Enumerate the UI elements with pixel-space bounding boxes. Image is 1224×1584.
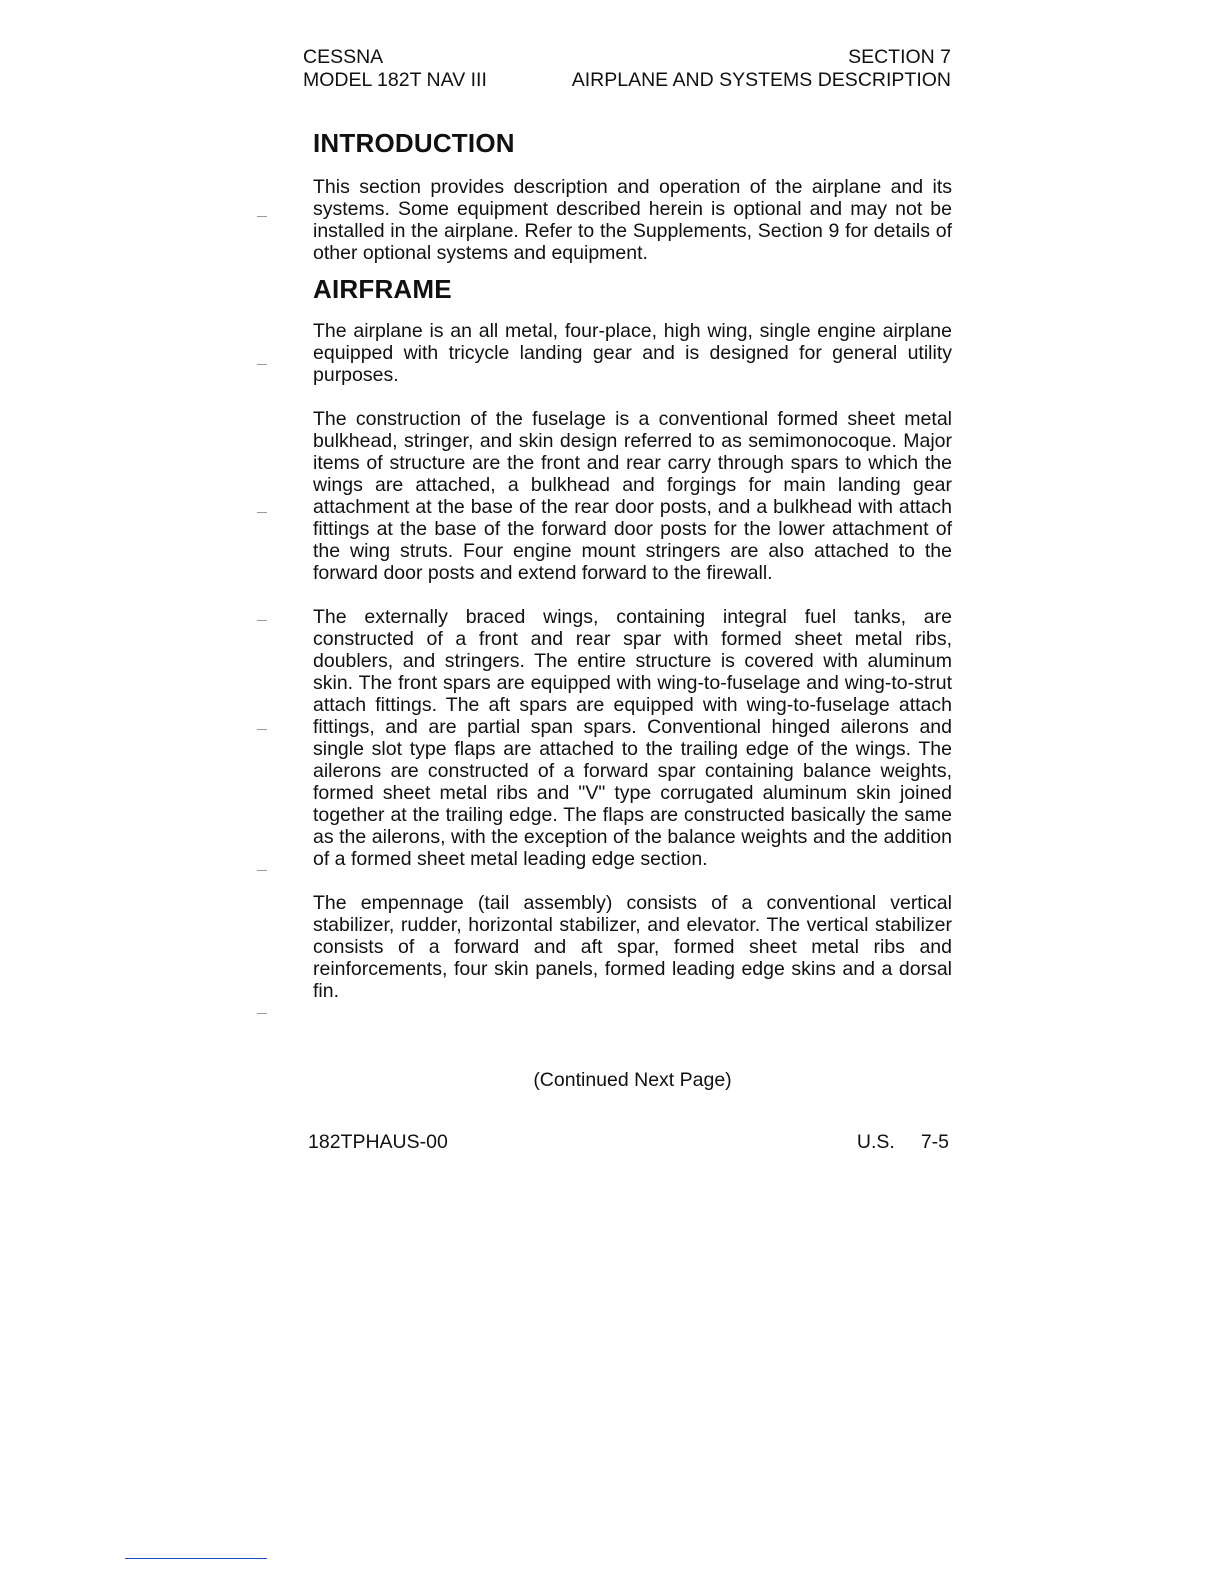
page-header: [303, 46, 951, 92]
bottom-rule-line: [125, 1558, 267, 1559]
header-section-title: AIRPLANE AND SYSTEMS DESCRIPTION: [571, 69, 951, 91]
margin-mark: [257, 729, 267, 730]
page-footer: [308, 1131, 949, 1153]
margin-mark: [257, 1013, 267, 1014]
footer-page-number: 7-5: [920, 1131, 949, 1153]
airframe-paragraph-general: The airplane is an all metal, four-place, high wing, single engine airplane equipped with tricycle landing gear and is designed for general utility purposes.: [313, 320, 952, 386]
margin-mark: [257, 364, 267, 365]
margin-mark: [257, 216, 267, 217]
header-manufacturer: CESSNA: [303, 46, 384, 68]
footer-edition: U.S.: [856, 1131, 895, 1153]
introduction-paragraph: This section provides description and operation of the airplane and its systems. Some equipment described herein is optional and may not be installed in the airplane. Refer to the Supplements, Section 9 for details of other optional systems and equipment.: [313, 176, 952, 264]
continued-note: (Continued Next Page): [533, 1069, 732, 1091]
introduction-heading: INTRODUCTION: [313, 128, 515, 158]
airframe-heading: AIRFRAME: [313, 274, 452, 304]
airframe-paragraph-wings: The externally braced wings, containing integral fuel tanks, are constructed of a front and rear spar with formed sheet metal ribs, doublers, and stringers. The entire structure is covered with aluminum skin. The front spars are equipped with wing-to-fuselage and wing-to-strut attach fittings. The aft spars are equipped with wing-to-fuselage attach fittings, and are partial span spars. Conventional hinged ailerons and single slot type flaps are attached to the trailing edge of the wings. The ailerons are constructed of a forward spar containing balance weights, formed sheet metal ribs and "V" type corrugated aluminum skin joined together at the trailing edge. The flaps are constructed basically the same as the ailerons, with the exception of the balance weights and the addition of a formed sheet metal leading edge section.: [313, 606, 952, 870]
page-body: [313, 124, 952, 1002]
header-row-1: [303, 46, 951, 69]
header-row-2: [303, 69, 951, 92]
header-section-number: SECTION 7: [848, 46, 951, 68]
margin-mark: [257, 512, 267, 513]
footer-page-info: [857, 1131, 949, 1153]
airframe-paragraph-empennage: The empennage (tail assembly) consists of a conventional vertical stabilizer, rudder, horizontal stabilizer, and elevator. The vertical stabilizer consists of a forward and aft spar, formed sheet metal ribs and reinforcements, four skin panels, formed leading edge skins and a dorsal fin.: [313, 892, 952, 1002]
margin-mark: [257, 620, 267, 621]
footer-document-id: 182TPHAUS-00: [308, 1131, 448, 1153]
airframe-paragraph-fuselage: The construction of the fuselage is a conventional formed sheet metal bulkhead, stringer, and skin design referred to as semimonocoque. Major items of structure are the front and rear carry through spars to which the wings are attached, a bulkhead and forgings for main landing gear attachment at the base of the rear door posts, and a bulkhead with attach fittings at the base of the forward door posts for the lower attachment of the wing struts. Four engine mount stringers are also attached to the forward door posts and extend forward to the firewall.: [313, 408, 952, 584]
header-model: MODEL 182T NAV III: [303, 69, 487, 91]
margin-mark: [257, 870, 267, 871]
